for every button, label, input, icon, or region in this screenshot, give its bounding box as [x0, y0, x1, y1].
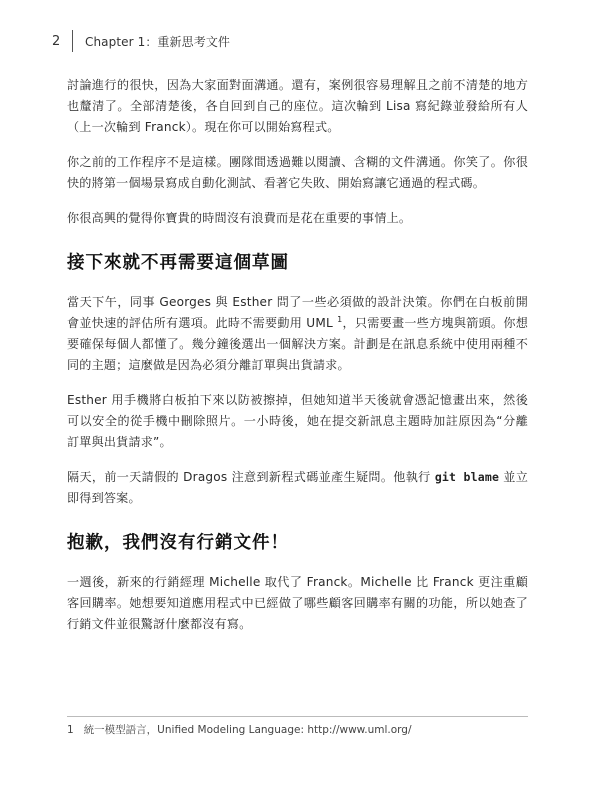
- paragraph-git-blame: [67, 467, 528, 509]
- footnote-number: 1: [67, 724, 74, 736]
- paragraph-design-decision: [67, 292, 528, 376]
- paragraph-discussion: 討論進行的很快，因為大家面對面溝通。還有，案例很容易理解且之前不清楚的地方也釐清了。全部清楚後，各自回到自己的座位。這次輪到 Lisa 寫紀錄並發給所有人（上一次輪到 Franck）。現在你可以開始寫程式。: [67, 78, 528, 134]
- section-heading-no-docs: 抱歉，我們沒有行銷文件！: [67, 533, 289, 553]
- text-segment: 當天下午，同事 Georges 與 Esther 問了一些必須做的設計決策。你們在白板前開會並快速的評估所有選項。此時不需要動用 UML: [67, 295, 528, 330]
- paragraph-time-well-spent: 你很高興的覺得你寶貴的時間沒有浪費而是花在重要的事情上。: [67, 211, 412, 225]
- header-divider: [72, 30, 73, 52]
- footnote-text: 統一模型語言，Unified Modeling Language: http://www.uml.org/: [83, 724, 412, 736]
- paragraph-whiteboard-photo: Esther 用手機將白板拍下來以防被擦掉，但她知道半天後就會憑記憶畫出來，然後可以安全的從手機中刪除照片。一小時後，她在提交新訊息主題時加註原因為“分離訂單與出貨請求”。: [67, 393, 528, 449]
- paragraph-previous-process: 你之前的工作程序不是這樣。團隊間透過難以閱讀、含糊的文件溝通。你笑了。你很快的將第一個場景寫成自動化測試、看著它失敗、開始寫讓它通過的程式碼。: [67, 155, 528, 190]
- text-segment: 並立即得到答案。: [67, 470, 528, 505]
- page-number: 2: [52, 33, 61, 49]
- section-heading-sketch: 接下來就不再需要這個草圖: [67, 253, 289, 273]
- inline-code: git blame: [434, 470, 500, 484]
- chapter-title: Chapter 1：重新思考文件: [85, 34, 231, 49]
- footnote-ref[interactable]: 1: [337, 314, 343, 324]
- page-header: [52, 30, 230, 52]
- text-segment: ，只需要畫一些方塊與箭頭。你想要確保每個人都懂了。幾分鐘後選出一個解決方案。計劃是在訊息系統中使用兩種不同的主題；這麼做是因為必須分離訂單與出貨請求。: [67, 316, 529, 372]
- paragraph-marketing-manager: 一週後，新來的行銷經理 Michelle 取代了 Franck。Michelle 比 Franck 更注重顧客回購率。她想要知道應用程式中已經做了哪些顧客回購率有關的功能，所以她查了行銷文件並很驚訝什麼都沒有寫。: [67, 575, 528, 631]
- text-segment: 隔天，前一天請假的 Dragos 注意到新程式碼並產生疑問。他執行: [67, 470, 435, 484]
- footnote: [67, 716, 528, 737]
- page-body: [67, 75, 528, 649]
